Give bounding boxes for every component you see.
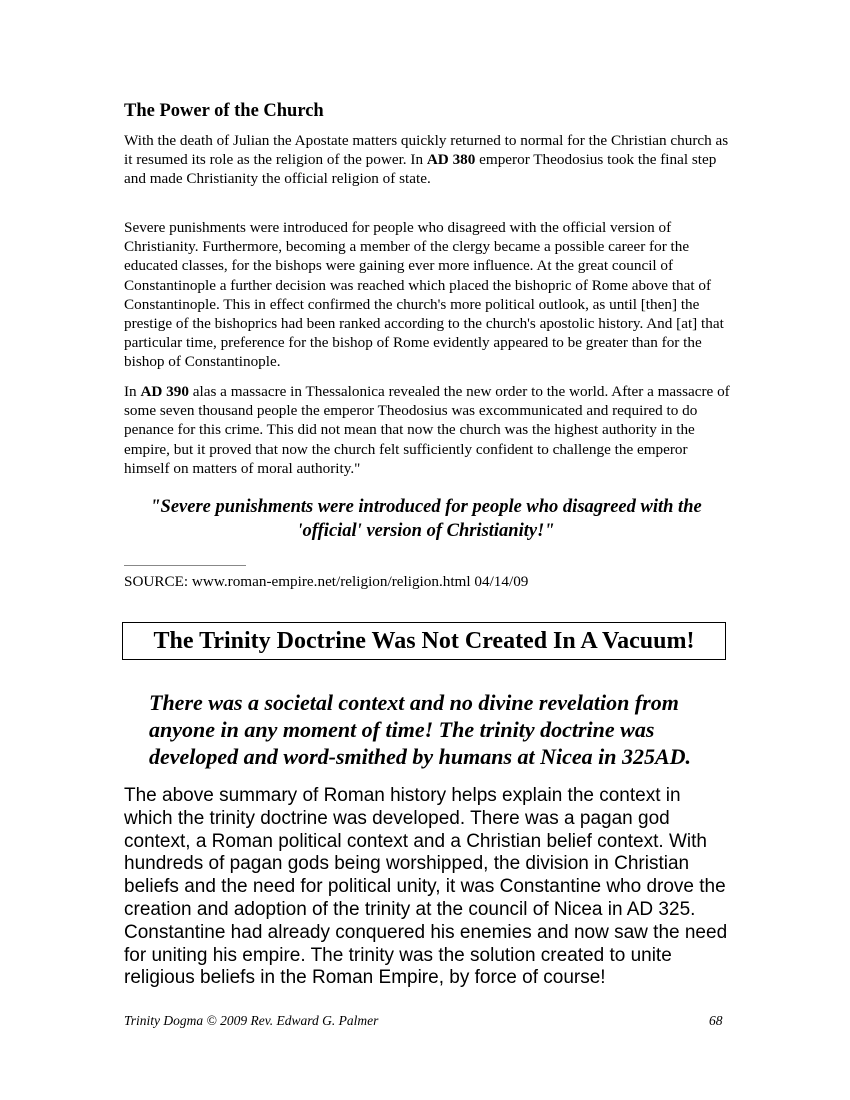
paragraph-theodosius [124, 131, 734, 189]
footer-copyright: Trinity Dogma © 2009 Rev. Edward G. Palmer [124, 1013, 379, 1028]
paragraph-text: In [124, 383, 141, 400]
paragraph-thessalonica [124, 382, 734, 478]
date-highlight: AD 390 [140, 383, 189, 400]
footnote-divider [124, 565, 246, 566]
summary-paragraph: The above summary of Roman history helps explain the context in which the trinity doctrine was developed. There was a pagan god context, a Roman political context and a Christian belief context. With hundreds of pagan gods being worshipped, the division in Christian beliefs and the need for political unity, it was Constantine who drove the creation and adoption of the trinity at the council of Nicea in AD 325. Constantine had already conquered his enemies and now saw the need for uniting his empire. The trinity was the solution created to unite religious beliefs in the Roman Empire, by force of course! [124, 785, 728, 989]
boxed-title [122, 622, 726, 660]
paragraph-punishments: Severe punishments were introduced for people who disagreed with the official version of Christianity. Furthermore, becoming a member of the clergy became a possible career for the educated classes, for the bishops were gaining ever more influence. At the great council of Constantinople a further decision was reached which placed the bishopric of Rome above that of Constantinople. This in effect confirmed the church's more political outlook, as until [then] the prestige of the bishoprics had been ranked according to the church's apostolic history. And [at] that particular time, preference for the bishop of Rome evidently appeared to be greater than for the bishop of Constantinople. [124, 219, 724, 371]
boxed-title-text: The Trinity Doctrine Was Not Created In A Vacuum! [153, 627, 695, 654]
italic-callout: There was a societal context and no divine revelation from anyone in any moment of time! The trinity doctrine was developed and word-smithed by humans at Nicea in 325AD. [149, 690, 692, 769]
page-number: 68 [709, 1013, 723, 1028]
date-highlight: AD 380 [426, 151, 476, 169]
section-heading: The Power of the Church [124, 101, 324, 121]
source-citation: SOURCE: www.roman-empire.net/religion/religion.html 04/14/09 [124, 573, 529, 590]
paragraph-text: alas a massacre in Thessalonica revealed the new order to the world. After a massacre of some seven thousand people the emperor Theodosius was excommunicated and required to do penance for this crime. This did not mean that now the church was the highest authority in the empire, but it proved that now the church felt sufficiently confident to challenge the emperor himself on matters of moral authority." [124, 383, 730, 477]
paragraph-text: With the death of Julian the Apostate matters quickly returned to normal for the Christian church as it resumed its role as the religion of the power. In [124, 132, 729, 169]
pull-quote: "Severe punishments were introduced for people who disagreed with the 'official' version of Christianity!" [150, 497, 702, 541]
paragraph-text: emperor Theodosius took the final step and made Christianity the official religion of state. [124, 151, 717, 188]
